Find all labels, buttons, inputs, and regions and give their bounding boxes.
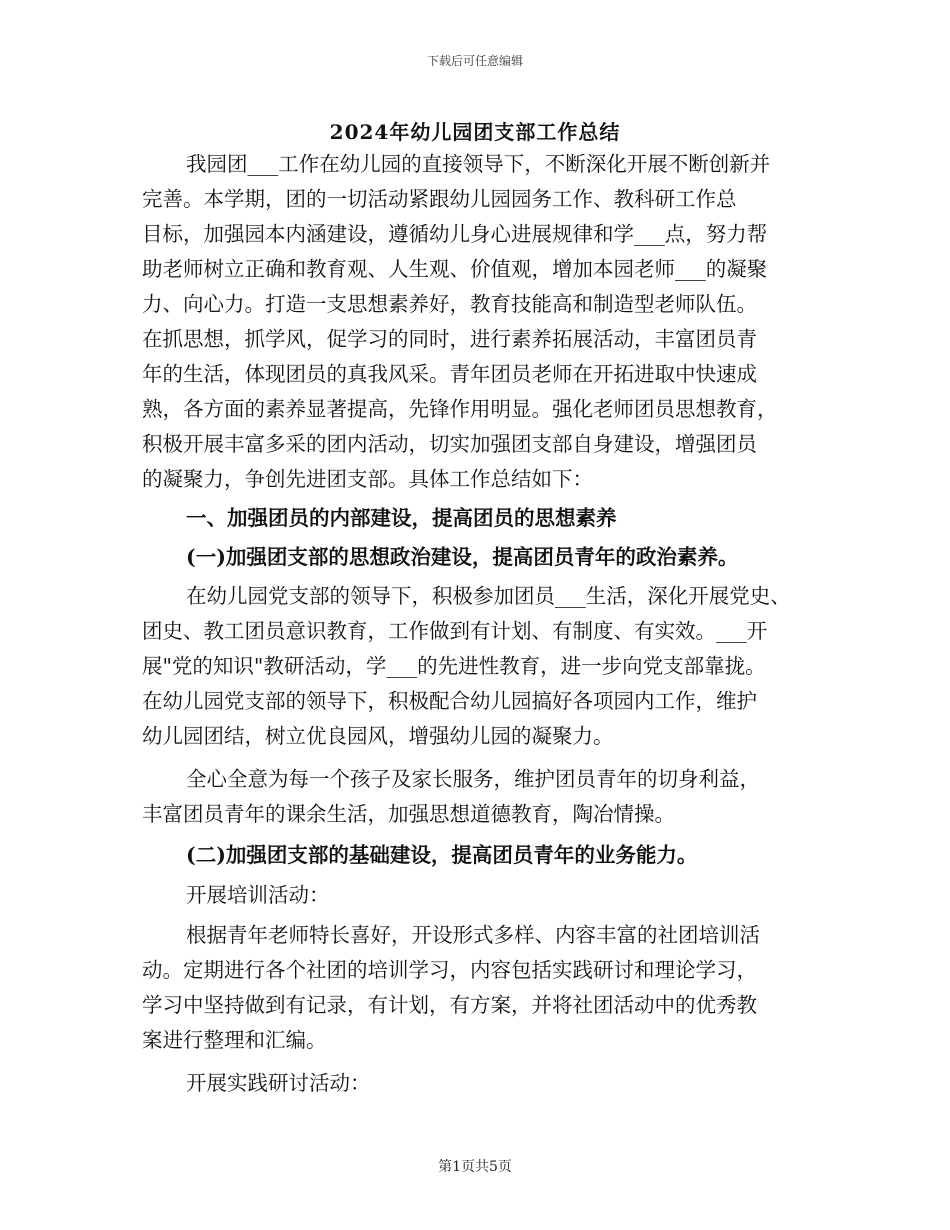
paragraph-line: 助老师树立正确和教育观、人生观、价值观，增加本园老师___的凝聚 [142, 257, 768, 281]
paragraph-line: 年的生活，体现团员的真我风采。青年团员老师在开拓进取中快速成 [142, 362, 757, 386]
section-heading: 一、加强团员的内部建设，提高团员的思想素养 [186, 506, 617, 530]
paragraph-line: 目标，加强园本内涵建设，遵循幼儿身心进展规律和学___点，努力帮 [142, 222, 768, 246]
paragraph-line: 开展培训活动： [186, 883, 330, 907]
paragraph-line: 在抓思想，抓学风，促学习的同时，进行素养拓展活动，丰富团员青 [142, 327, 757, 351]
subsection-heading: (一)加强团支部的思想政治建设，提高团员青年的政治素养。 [186, 545, 739, 569]
page-header: 下载后可任意编辑 [426, 54, 523, 68]
paragraph-line: 熟，各方面的素养显著提高，先锋作用明显。强化老师团员思想教育， [142, 397, 778, 421]
page-footer: 第1页共5页 [438, 1159, 512, 1175]
paragraph-line: 幼儿园团结，树立优良园风，增强幼儿园的凝聚力。 [142, 724, 614, 748]
paragraph-line: 全心全意为每一个孩子及家长服务，维护团员青年的切身利益， [186, 767, 760, 791]
paragraph-line: 根据青年老师特长喜好，开设形式多样、内容丰富的社团培训活 [186, 923, 760, 947]
paragraph-line: 展"党的知识"教研活动，学___的先进性教育，进一步向党支部靠拢。 [142, 654, 766, 678]
subsection-heading: (二)加强团支部的基础建设，提高团员青年的业务能力。 [186, 843, 698, 867]
paragraph-line: 的凝聚力，争创先进团支部。具体工作总结如下： [142, 467, 593, 491]
paragraph-line: 在幼儿园党支部的领导下，积极参加团员___生活，深化开展党史、 [186, 584, 791, 608]
paragraph-line: 完善。本学期，团的一切活动紧跟幼儿园园务工作、教科研工作总 [142, 187, 737, 211]
document-title: 2024年幼儿园团支部工作总结 [329, 120, 621, 144]
paragraph-line: 在幼儿园党支部的领导下，积极配合幼儿园搞好各项园内工作，维护 [142, 689, 757, 713]
paragraph-line: 丰富团员青年的课余生活，加强思想道德教育，陶冶情操。 [142, 802, 675, 826]
paragraph-line: 我园团___工作在幼儿园的直接领导下，不断深化开展不断创新并 [186, 152, 771, 176]
paragraph-line: 学习中坚持做到有记录，有计划，有方案，并将社团活动中的优秀教 [142, 993, 757, 1017]
paragraph-line: 力、向心力。打造一支思想素养好，教育技能高和制造型老师队伍。 [142, 292, 757, 316]
paragraph-line: 团史、教工团员意识教育，工作做到有计划、有制度、有实效。___开 [142, 619, 768, 643]
paragraph-line: 开展实践研讨活动： [186, 1071, 371, 1095]
paragraph-line: 动。定期进行各个社团的培训学习，内容包括实践研讨和理论学习， [142, 958, 757, 982]
paragraph-line: 积极开展丰富多采的团内活动，切实加强团支部自身建设，增强团员 [142, 432, 757, 456]
paragraph-line: 案进行整理和汇编。 [142, 1028, 327, 1052]
